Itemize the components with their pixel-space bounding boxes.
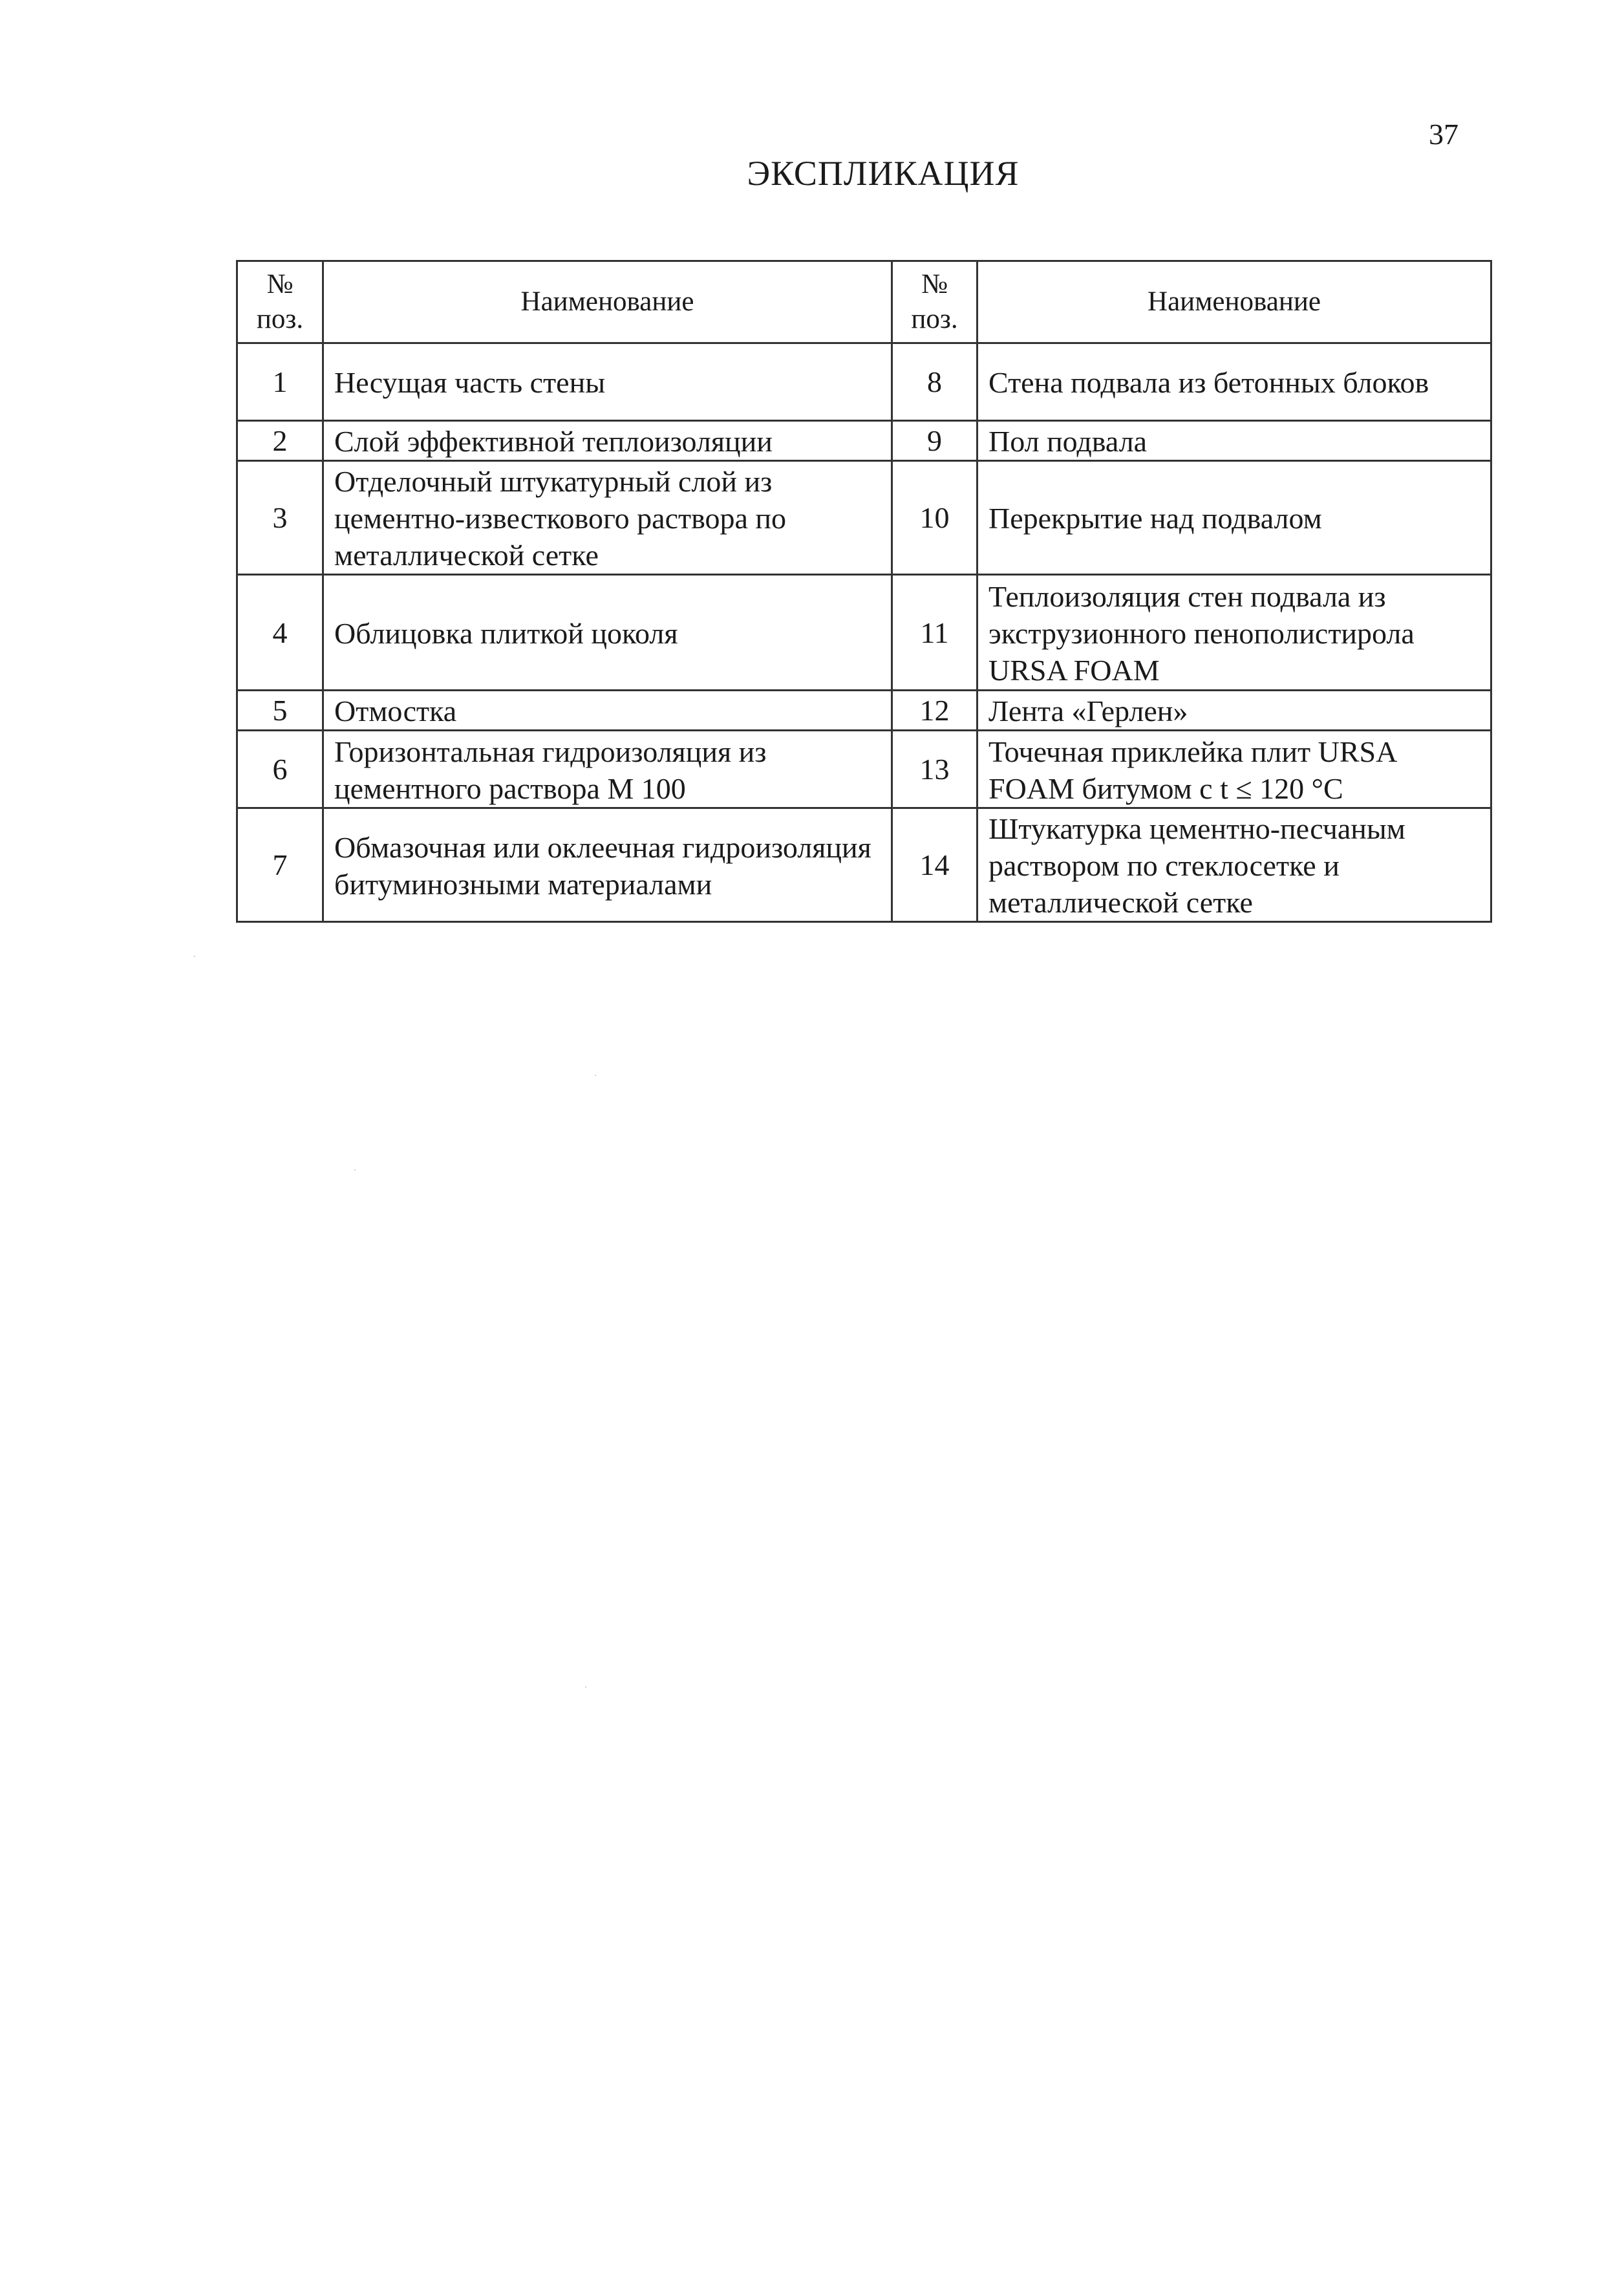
page-number: 37 <box>1429 118 1458 151</box>
scan-speck <box>194 956 195 957</box>
right-pos-cell: 9 <box>892 421 978 461</box>
table-row <box>237 421 1491 461</box>
left-pos-cell: 2 <box>237 421 323 461</box>
right-name-cell: Перекрытие над подвалом <box>978 461 1491 575</box>
right-pos-cell: 8 <box>892 343 978 421</box>
right-name-cell: Стена подвала из бетонных блоков <box>978 343 1491 421</box>
left-pos-cell: 7 <box>237 808 323 922</box>
table-row <box>237 343 1491 421</box>
left-pos-cell: 4 <box>237 575 323 691</box>
table-row <box>237 691 1491 731</box>
header-row <box>237 261 1491 343</box>
left-pos-cell: 6 <box>237 731 323 808</box>
explication-table <box>236 260 1492 923</box>
header-pos-left: № поз. <box>237 261 323 343</box>
scan-speck <box>585 1686 586 1688</box>
right-pos-cell: 10 <box>892 461 978 575</box>
right-pos-cell: 12 <box>892 691 978 731</box>
header-name-right: Наименование <box>978 261 1491 343</box>
right-pos-cell: 13 <box>892 731 978 808</box>
header-name-left: Наименование <box>323 261 892 343</box>
table-row <box>237 808 1491 922</box>
left-pos-cell: 5 <box>237 691 323 731</box>
right-pos-cell: 11 <box>892 575 978 691</box>
right-name-cell: Штукатурка цементно-песчаным раствором по стеклосетке и металлической сетке <box>978 808 1491 922</box>
right-name-cell: Пол подвала <box>978 421 1491 461</box>
table-row <box>237 575 1491 691</box>
right-name-cell: Точечная приклейка плит URSA FOAM битумом с t ≤ 120 °С <box>978 731 1491 808</box>
table-body <box>237 343 1491 922</box>
left-name-cell: Отделочный штукатурный слой из цементно-известкового раствора по металлической сетке <box>323 461 892 575</box>
scan-speck <box>595 1075 596 1076</box>
table-header <box>237 261 1491 343</box>
left-name-cell: Отмостка <box>323 691 892 731</box>
document-title: ЭКСПЛИКАЦИЯ <box>747 154 1020 193</box>
right-pos-cell: 14 <box>892 808 978 922</box>
left-name-cell: Облицовка плиткой цоколя <box>323 575 892 691</box>
table-row <box>237 461 1491 575</box>
left-pos-cell: 1 <box>237 343 323 421</box>
right-name-cell: Лента «Герлен» <box>978 691 1491 731</box>
header-pos-right: № поз. <box>892 261 978 343</box>
left-name-cell: Горизонтальная гидроизоляция из цементного раствора М 100 <box>323 731 892 808</box>
left-name-cell: Слой эффективной теплоизоляции <box>323 421 892 461</box>
left-name-cell: Несущая часть стены <box>323 343 892 421</box>
left-pos-cell: 3 <box>237 461 323 575</box>
right-name-cell: Теплоизоляция стен подвала из экструзионного пенополистирола URSA FOAM <box>978 575 1491 691</box>
left-name-cell: Обмазочная или оклеечная гидроизоляция битуминозными материалами <box>323 808 892 922</box>
table-row <box>237 731 1491 808</box>
scan-speck <box>354 1169 356 1170</box>
